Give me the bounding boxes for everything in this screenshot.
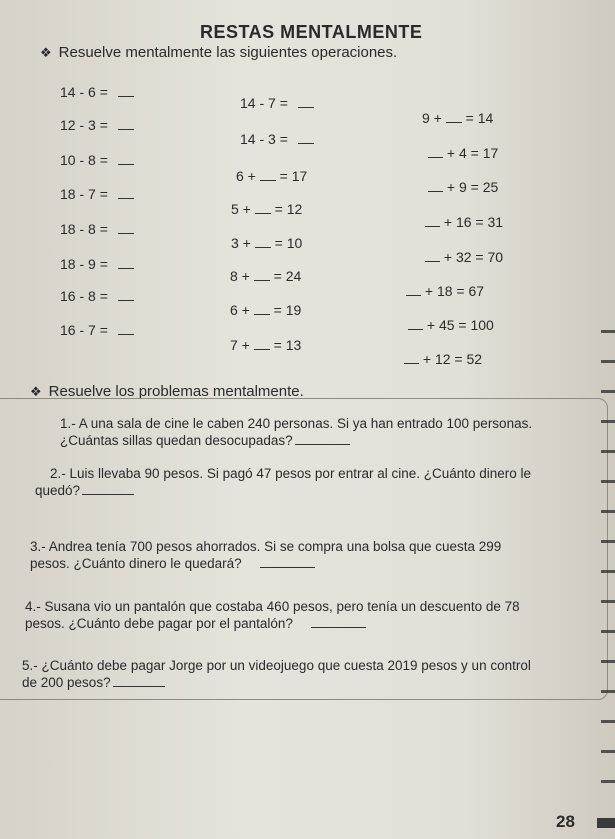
answer-blank[interactable] xyxy=(428,145,443,158)
problem-1: 1.- A una sala de cine le caben 240 personas. Si ya han entrado 100 personas. ¿Cuántas sillas quedan desocupadas? xyxy=(60,416,533,448)
subtraction-item: 18 - 8 = xyxy=(60,221,134,237)
missing-addend-item: + 32 = 70 xyxy=(425,249,503,265)
missing-addend-item: 6 + = 19 xyxy=(230,302,302,318)
answer-blank[interactable] xyxy=(408,317,423,330)
answer-blank[interactable] xyxy=(118,288,134,301)
missing-addend-item: 5 + = 12 xyxy=(231,201,303,217)
subtraction-item: 18 - 7 = xyxy=(60,186,134,202)
answer-blank[interactable] xyxy=(113,674,165,687)
missing-addend-item: + 12 = 52 xyxy=(404,351,482,367)
answer-blank[interactable] xyxy=(118,84,134,97)
answer-blank[interactable] xyxy=(118,322,134,335)
missing-addend-item: 7 + = 13 xyxy=(230,337,302,353)
missing-addend-item: + 4 = 17 xyxy=(428,145,498,161)
missing-addend-item: + 9 = 25 xyxy=(428,179,498,195)
answer-blank[interactable] xyxy=(254,268,270,281)
problem-3: 3.- Andrea tenía 700 pesos ahorrados. Si se compra una bolsa que cuesta 299 pesos. ¿Cuánto dinero le quedará? xyxy=(30,539,502,571)
answer-blank[interactable] xyxy=(118,221,134,234)
subtraction-item: 10 - 8 = xyxy=(60,152,134,168)
page-title: RESTAS MENTALMENTE xyxy=(200,22,423,42)
answer-blank[interactable] xyxy=(118,186,134,199)
answer-blank[interactable] xyxy=(255,235,271,248)
answer-blank[interactable] xyxy=(298,95,314,108)
missing-addend-item: 6 + = 17 xyxy=(236,168,308,184)
subtraction-item: 18 - 9 = xyxy=(60,256,134,272)
diamond-bullet-icon: ❖ xyxy=(30,383,42,399)
problem-2: 2.- Luis llevaba 90 pesos. Si pagó 47 pesos por entrar al cine. ¿Cuánto dinero le quedó? xyxy=(35,466,532,498)
answer-blank[interactable] xyxy=(254,302,270,315)
missing-addend-item: 9 + = 14 xyxy=(422,110,494,126)
missing-addend-item: + 45 = 100 xyxy=(408,317,494,333)
answer-blank[interactable] xyxy=(295,432,350,445)
diamond-bullet-icon: ❖ xyxy=(40,44,52,60)
answer-blank[interactable] xyxy=(406,283,421,296)
instruction-1-text: Resuelve mentalmente las siguientes operaciones. xyxy=(58,44,398,61)
answer-blank[interactable] xyxy=(446,110,462,123)
answer-blank[interactable] xyxy=(118,256,134,269)
answer-blank[interactable] xyxy=(118,152,134,165)
missing-addend-item: 3 + = 10 xyxy=(231,235,303,251)
answer-blank[interactable] xyxy=(311,615,366,628)
problem-4: 4.- Susana vio un pantalón que costaba 460 pesos, pero tenía un descuento de 78 pesos. ¿Cuánto debe pagar por el pantalón? xyxy=(25,599,520,631)
subtraction-item: 16 - 8 = xyxy=(60,288,134,304)
answer-blank[interactable] xyxy=(425,249,440,262)
answer-blank[interactable] xyxy=(118,117,134,130)
answer-blank[interactable] xyxy=(428,179,443,192)
answer-blank[interactable] xyxy=(260,555,315,568)
answer-blank[interactable] xyxy=(404,351,419,364)
subtraction-item: 14 - 7 = xyxy=(240,95,314,111)
subtraction-item: 16 - 7 = xyxy=(60,322,134,338)
problem-5: 5.- ¿Cuánto debe pagar Jorge por un videojuego que cuesta 2019 pesos y un control de 200 pesos? xyxy=(22,658,531,690)
subtraction-item: 14 - 6 = xyxy=(60,84,134,100)
answer-blank[interactable] xyxy=(260,168,276,181)
instruction-2-text: Resuelve los problemas mentalmente. xyxy=(48,383,304,400)
subtraction-item: 14 - 3 = xyxy=(240,131,314,147)
missing-addend-item: + 16 = 31 xyxy=(425,214,503,230)
missing-addend-item: 8 + = 24 xyxy=(230,268,302,284)
binding-edge-tab xyxy=(597,818,615,828)
answer-blank[interactable] xyxy=(82,482,134,495)
page-number: 28 xyxy=(556,812,575,831)
instruction-1 xyxy=(40,44,397,61)
answer-blank[interactable] xyxy=(255,201,271,214)
answer-blank[interactable] xyxy=(425,214,440,227)
answer-blank[interactable] xyxy=(254,337,270,350)
missing-addend-item: + 18 = 67 xyxy=(406,283,484,299)
answer-blank[interactable] xyxy=(298,131,314,144)
binding-edge xyxy=(601,310,615,810)
subtraction-item: 12 - 3 = xyxy=(60,117,134,133)
